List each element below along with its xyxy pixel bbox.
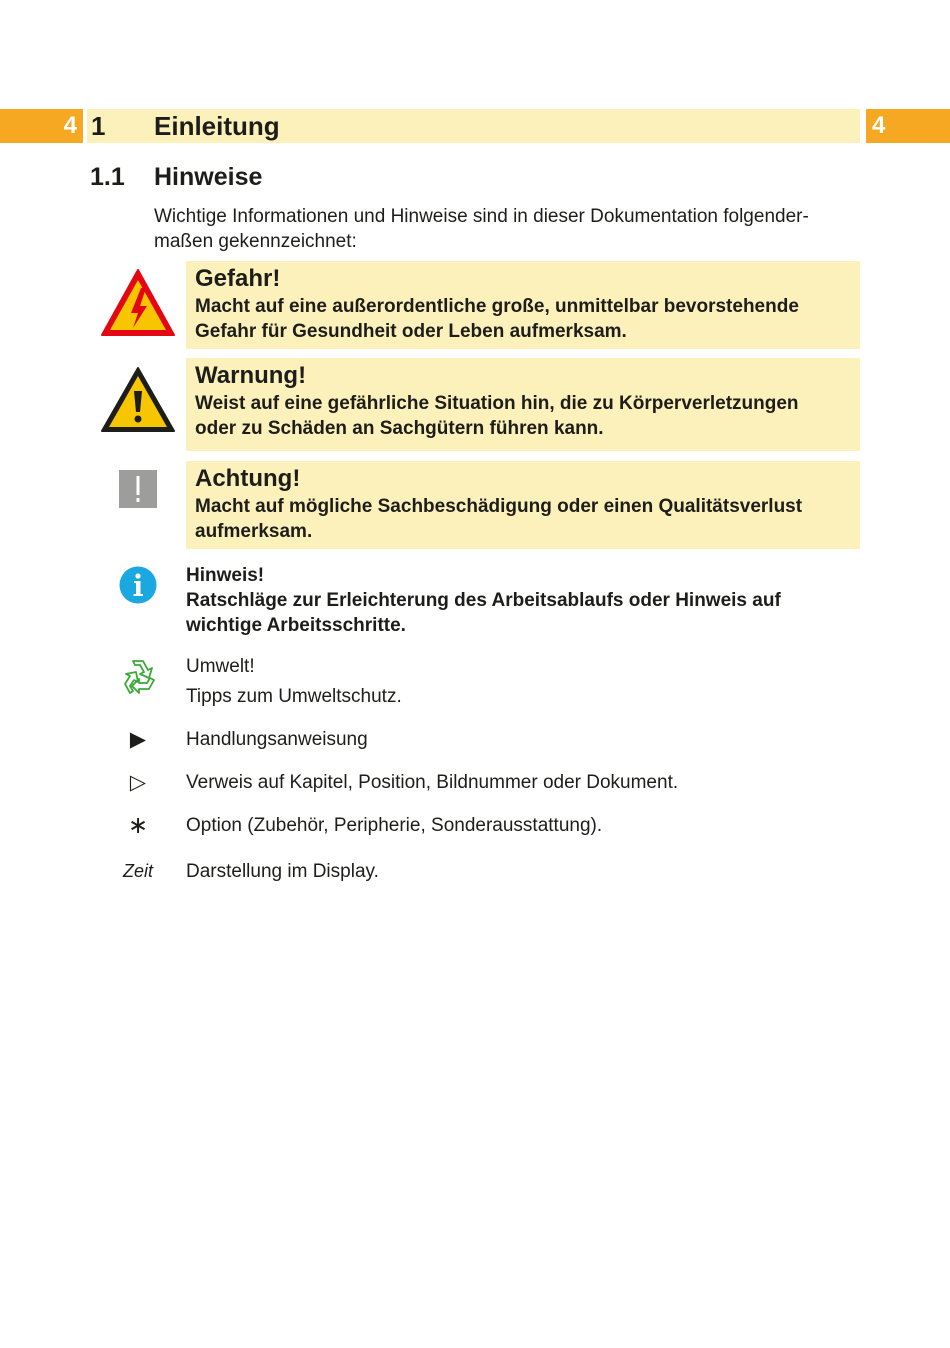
chapter-number: 1 bbox=[91, 111, 106, 141]
environment-text: Tipps zum Umweltschutz. bbox=[186, 686, 402, 707]
hint-title: Hinweis! bbox=[186, 565, 265, 586]
hint-block: Hinweis! Ratschläge zur Erleichterung des Arbeitsablaufs oder Hinweis auf wichtige Arbeitsschritte. bbox=[186, 565, 781, 636]
attention-square-icon bbox=[119, 470, 157, 508]
page-number-left: 4 bbox=[0, 109, 83, 143]
legend-display-text: Darstellung im Display. bbox=[186, 861, 379, 882]
section-number: 1.1 bbox=[90, 163, 125, 191]
legend-reference-text: Verweis auf Kapitel, Position, Bildnummer oder Dokument. bbox=[186, 772, 679, 793]
reference-arrow-icon: ▷ bbox=[129, 771, 147, 794]
warning-exclamation-icon bbox=[100, 366, 176, 434]
danger-title: Gefahr! bbox=[195, 265, 281, 292]
info-icon bbox=[119, 566, 157, 604]
legend-option-text: Option (Zubehör, Peripherie, Sonderausstattung). bbox=[186, 815, 603, 836]
intro-text: Wichtige Informationen und Hinweise sind in dieser Dokumentation folgender- maßen gekennzeichnet: bbox=[154, 206, 809, 252]
chapter-title: Einleitung bbox=[154, 111, 280, 141]
warning-notice: Warnung! Weist auf eine gefährliche Situation hin, die zu Körperverletzungen oder zu Schäden an Sachgütern führen kann. bbox=[186, 358, 860, 451]
legend-action-text: Handlungsanweisung bbox=[186, 729, 368, 750]
section-title: Hinweise bbox=[154, 163, 263, 191]
action-arrow-icon: ▶ bbox=[129, 728, 147, 751]
chapter-header bbox=[87, 109, 860, 143]
display-sample-label: Zeit bbox=[122, 861, 153, 881]
attention-notice: Achtung! Macht auf mögliche Sachbeschädigung oder einen Qualitätsverlust aufmerksam. bbox=[186, 461, 860, 549]
recycle-icon bbox=[117, 657, 159, 699]
option-asterisk-icon: ∗ bbox=[127, 812, 149, 839]
environment-title: Umwelt! bbox=[186, 656, 255, 677]
page-number-right: 4 bbox=[866, 109, 950, 143]
attention-title: Achtung! bbox=[195, 465, 301, 492]
high-voltage-warning-icon bbox=[100, 268, 176, 338]
warning-title: Warnung! bbox=[195, 362, 307, 389]
danger-notice: Gefahr! Macht auf eine außerordentliche große, unmittelbar bevorstehende Gefahr für Gesundheit oder Leben aufmerksam. bbox=[186, 261, 860, 349]
